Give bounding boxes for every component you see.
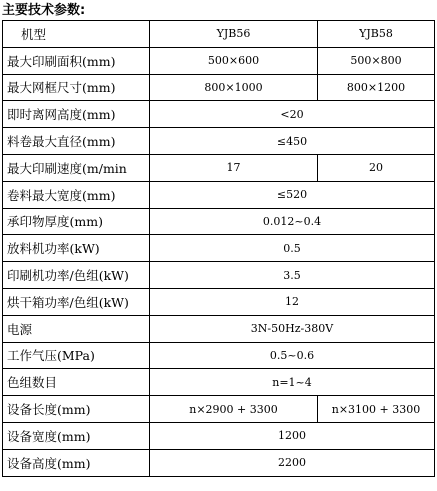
row-value: 12 (150, 288, 435, 315)
row-value-yjb56: 500×600 (150, 47, 318, 74)
spec-heading: 主要技术参数: (2, 3, 86, 18)
row-label: 最大网框尺寸(mm) (3, 74, 150, 101)
table-row (3, 128, 435, 155)
row-value-yjb58: 20 (318, 154, 435, 181)
table-header-row (3, 21, 435, 48)
row-value: 2200 (150, 449, 435, 476)
row-label: 设备长度(mm) (3, 396, 150, 423)
table-row (3, 396, 435, 423)
table-row (3, 369, 435, 396)
row-label: 卷料最大宽度(mm) (3, 181, 150, 208)
row-value: 0.012~0.4 (150, 208, 435, 235)
row-label: 电源 (3, 315, 150, 342)
row-label: 料卷最大直径(mm) (3, 128, 150, 155)
row-label: 设备高度(mm) (3, 449, 150, 476)
row-value-yjb58: n×3100 + 3300 (318, 396, 435, 423)
row-value-yjb56: n×2900 + 3300 (150, 396, 318, 423)
table-row (3, 74, 435, 101)
row-value-yjb58: 500×800 (318, 47, 435, 74)
spec-table-body (3, 21, 435, 477)
table-row (3, 262, 435, 289)
table-row (3, 154, 435, 181)
row-label: 印刷机功率/色组(kW) (3, 262, 150, 289)
row-value: <20 (150, 101, 435, 128)
header-model-yjb58: YJB58 (318, 21, 435, 48)
header-model-label: 机型 (3, 21, 150, 48)
row-value: 0.5~0.6 (150, 342, 435, 369)
table-row (3, 47, 435, 74)
row-label: 烘干箱功率/色组(kW) (3, 288, 150, 315)
row-label: 工作气压(MPa) (3, 342, 150, 369)
table-row (3, 235, 435, 262)
table-row (3, 288, 435, 315)
row-value: ≤450 (150, 128, 435, 155)
table-row (3, 342, 435, 369)
row-label: 承印物厚度(mm) (3, 208, 150, 235)
row-label: 放料机功率(kW) (3, 235, 150, 262)
row-value-yjb56: 17 (150, 154, 318, 181)
row-value: 0.5 (150, 235, 435, 262)
table-row (3, 315, 435, 342)
header-model-yjb56: YJB56 (150, 21, 318, 48)
table-row (3, 181, 435, 208)
row-value-yjb58: 800×1200 (318, 74, 435, 101)
row-label: 设备宽度(mm) (3, 422, 150, 449)
row-label: 最大印刷速度(m/min (3, 154, 150, 181)
table-row (3, 449, 435, 476)
table-row (3, 101, 435, 128)
row-value-yjb56: 800×1000 (150, 74, 318, 101)
row-label: 即时离网高度(mm) (3, 101, 150, 128)
table-row (3, 208, 435, 235)
row-value: 1200 (150, 422, 435, 449)
row-value: ≤520 (150, 181, 435, 208)
row-label: 最大印刷面积(mm) (3, 47, 150, 74)
table-row (3, 422, 435, 449)
row-value: 3N-50Hz-380V (150, 315, 435, 342)
row-label: 色组数目 (3, 369, 150, 396)
spec-table (2, 20, 435, 477)
row-value: 3.5 (150, 262, 435, 289)
row-value: n=1~4 (150, 369, 435, 396)
